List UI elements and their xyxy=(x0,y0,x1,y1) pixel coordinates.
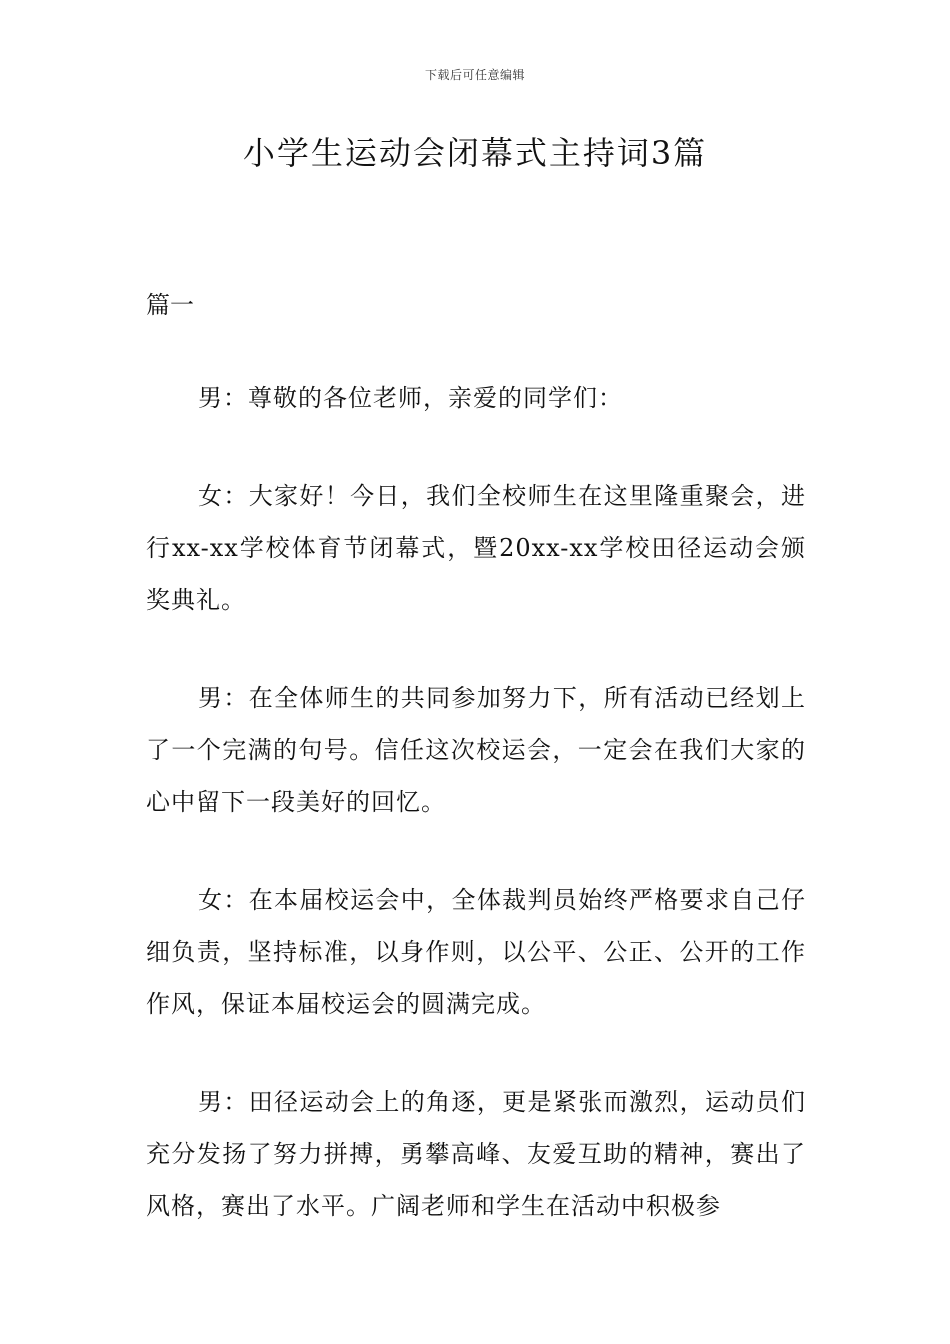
paragraph-2: 女：大家好！今日，我们全校师生在这里隆重聚会，进行xx-xx学校体育节闭幕式，暨20xx-xx学校田径运动会颁奖典礼。 xyxy=(146,482,806,614)
paragraph-3: 男：在全体师生的共同参加努力下，所有活动已经划上了一个完满的句号。信任这次校运会，一定会在我们大家的心中留下一段美好的回忆。 xyxy=(146,684,806,816)
paragraph-5: 男：田径运动会上的角逐，更是紧张而激烈，运动员们充分发扬了努力拼搏，勇攀高峰、友爱互助的精神，赛出了风格，赛出了水平。广阔老师和学生在活动中积极参 xyxy=(146,1088,806,1220)
paragraph-1: 男：尊敬的各位老师，亲爱的同学们： xyxy=(198,384,623,412)
body-text xyxy=(146,372,806,1278)
paragraph-4: 女：在本届校运会中，全体裁判员始终严格要求自己仔细负责，坚持标准，以身作则，以公平、公正、公开的工作作风，保证本届校运会的圆满完成。 xyxy=(146,886,806,1018)
section-label: 篇一 xyxy=(146,291,194,319)
document-title: 小学生运动会闭幕式主持词3篇 xyxy=(242,134,708,172)
header-note: 下载后可任意编辑 xyxy=(424,68,525,82)
